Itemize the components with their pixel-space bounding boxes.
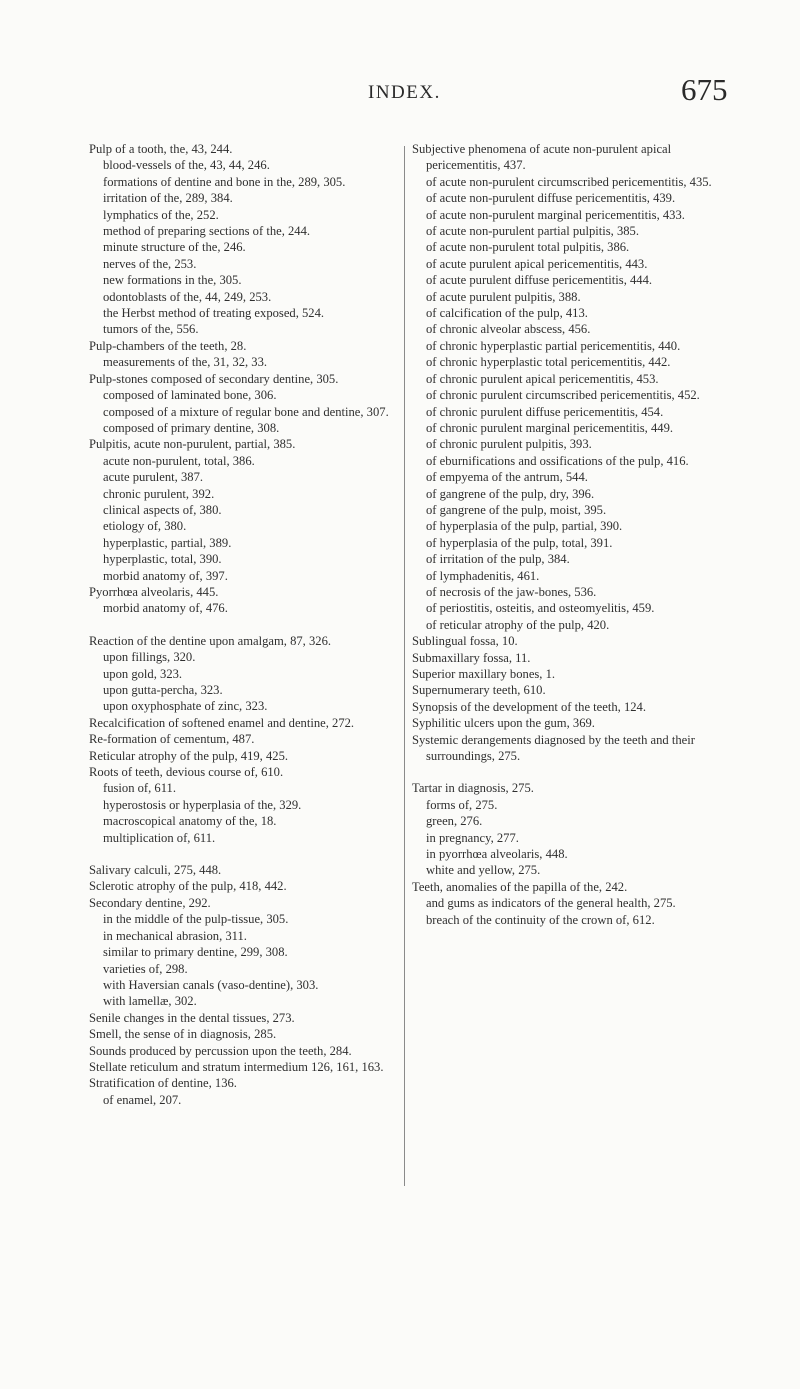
index-entry: Supernumerary teeth, 610. [412,683,546,698]
index-subentry: formations of dentine and bone in the, 289, 305. [103,174,346,189]
index-entry: Smell, the sense of in diagnosis, 285. [89,1027,277,1042]
index-entry: Reticular atrophy of the pulp, 419, 425. [89,748,289,763]
index-entry: Recalcification of softened enamel and dentine, 272. [89,715,355,730]
index-subentry: and gums as indicators of the general health, 275. [426,896,676,911]
index-subentry: of enamel, 207. [103,1092,182,1107]
index-entry: Pulp-chambers of the teeth, 28. [89,338,247,353]
index-subentry: in the middle of the pulp-tissue, 305. [103,912,289,927]
index-subentry: in mechanical abrasion, 311. [103,928,247,943]
index-entry: Pyorrhœa alveolaris, 445. [89,584,219,599]
index-subentry: blood-vessels of the, 43, 44, 246. [103,158,270,173]
running-head: INDEX. [368,82,441,103]
index-subentry: of chronic purulent diffuse pericementitis, 454. [426,404,664,419]
index-entry: Pulpitis, acute non-purulent, partial, 385. [89,437,296,452]
index-entry: Systemic derangements diagnosed by the teeth and their surroundings, 275. [412,732,695,764]
index-subentry: multiplication of, 611. [103,830,216,845]
index-subentry: of gangrene of the pulp, moist, 395. [426,502,607,517]
index-subentry: of lymphadenitis, 461. [426,568,540,583]
index-entry: Pulp of a tooth, the, 43, 244. [89,142,233,156]
index-subentry: upon gold, 323. [103,666,183,681]
index-subentry: upon gutta-percha, 323. [103,683,223,697]
index-subentry: measurements of the, 31, 32, 33. [103,355,268,370]
index-subentry: of hyperplasia of the pulp, partial, 390. [426,519,623,534]
index-entry: Salivary calculi, 275, 448. [89,863,222,878]
index-subentry: of calcification of the pulp, 413. [426,306,588,321]
index-subentry: in pyorrhœa alveolaris, 448. [426,847,568,862]
index-entry: Senile changes in the dental tissues, 273. [89,1010,295,1025]
index-subentry: breach of the continuity of the crown of, 612. [426,912,655,927]
index-subentry: upon oxyphosphate of zinc, 323. [103,699,268,714]
page-number: 675 [681,72,728,107]
index-subentry: of chronic purulent pulpitis, 393. [426,437,592,452]
index-subentry: acute purulent, 387. [103,470,204,485]
index-subentry: upon fillings, 320. [103,650,196,665]
index-subentry: fusion of, 611. [103,781,176,796]
index-entry: Synopsis of the development of the teeth, 124. [412,699,646,714]
index-entry: Teeth, anomalies of the papilla of the, 242. [412,879,628,894]
index-subentry: of eburnifications and ossifications of the pulp, 416. [426,453,689,468]
index-subentry: of gangrene of the pulp, dry, 396. [426,486,595,501]
index-subentry: macroscopical anatomy of the, 18. [103,814,277,829]
index-subentry: of acute non-purulent diffuse pericementitis, 439. [426,191,676,206]
index-subentry: of chronic purulent marginal pericementitis, 449. [426,420,674,435]
index-subentry: white and yellow, 275. [426,863,541,878]
column-divider [404,146,405,1186]
index-subentry: hyperplastic, partial, 389. [103,535,232,550]
index-subentry: composed of a mixture of regular bone and dentine, 307. [103,404,389,419]
index-entry: Re-formation of cementum, 487. [89,732,255,747]
index-entry: Roots of teeth, devious course of, 610. [89,765,284,780]
index-subentry: of chronic purulent circumscribed pericementitis, 452. [426,388,700,403]
index-subentry: of empyema of the antrum, 544. [426,470,588,485]
index-subentry: of acute non-purulent partial pulpitis, 385. [426,224,639,239]
index-entry: Stellate reticulum and stratum intermedium 126, 161, 163. [89,1059,384,1074]
index-entry: Secondary dentine, 292. [89,895,211,910]
index-subentry: of irritation of the pulp, 384. [426,552,570,567]
index-subentry: of acute non-purulent circumscribed pericementitis, 435. [426,174,712,189]
index-entry: Syphilitic ulcers upon the gum, 369. [412,716,595,731]
index-subentry: with lamellæ, 302. [103,994,197,1009]
index-subentry: acute non-purulent, total, 386. [103,453,255,468]
index-subentry: green, 276. [426,814,483,829]
index-subentry: irritation of the, 289, 384. [103,191,233,206]
index-subentry: morbid anatomy of, 476. [103,601,228,616]
index-subentry: of necrosis of the jaw-bones, 536. [426,584,597,599]
index-entry: Superior maxillary bones, 1. [412,667,556,681]
index-subentry: with Haversian canals (vaso-dentine), 303. [103,977,319,992]
index-subentry: morbid anatomy of, 397. [103,568,228,583]
index-entry: Sounds produced by percussion upon the teeth, 284. [89,1043,352,1058]
page-header [0,72,800,112]
index-subentry: of hyperplasia of the pulp, total, 391. [426,535,613,550]
index-subentry: method of preparing sections of the, 244. [103,224,311,239]
index-subentry: of chronic hyperplastic total pericementitis, 442. [426,355,671,370]
index-subentry: tumors of the, 556. [103,322,199,337]
index-subentry: odontoblasts of the, 44, 249, 253. [103,289,272,304]
index-subentry: of chronic purulent apical pericementitis, 453. [426,371,659,386]
index-subentry: of reticular atrophy of the pulp, 420. [426,617,610,632]
index-subentry: in pregnancy, 277. [426,830,519,845]
index-entry: Submaxillary fossa, 11. [412,650,531,665]
index-subentry: clinical aspects of, 380. [103,502,222,517]
index-entry: Sublingual fossa, 10. [412,634,518,649]
index-subentry: the Herbst method of treating exposed, 524. [103,306,325,321]
index-entry: Sclerotic atrophy of the pulp, 418, 442. [89,879,287,894]
index-subentry: composed of laminated bone, 306. [103,388,277,403]
index-subentry: of acute purulent pulpitis, 388. [426,289,581,304]
index-entry: Tartar in diagnosis, 275. [412,781,534,796]
index-subentry: of acute purulent apical pericementitis, 443. [426,256,648,271]
index-subentry: of periostitis, osteitis, and osteomyelitis, 459. [426,601,655,616]
index-subentry: of acute non-purulent total pulpitis, 386. [426,240,630,255]
index-subentry: varieties of, 298. [103,961,188,976]
index-subentry: of chronic hyperplastic partial pericementitis, 440. [426,338,681,353]
index-entry: Reaction of the dentine upon amalgam, 87, 326. [89,633,332,648]
index-subentry: forms of, 275. [426,797,498,812]
index-subentry: etiology of, 380. [103,519,187,534]
index-column-right [412,141,714,928]
index-subentry: lymphatics of the, 252. [103,207,219,222]
index-subentry: hyperplastic, total, 390. [103,552,222,567]
index-subentry: of acute purulent diffuse pericementitis, 444. [426,273,653,288]
index-entry: Stratification of dentine, 136. [89,1076,237,1091]
index-subentry: chronic purulent, 392. [103,486,215,501]
index-entry: Pulp-stones composed of secondary dentine, 305. [89,371,339,386]
index-subentry: of acute non-purulent marginal pericementitis, 433. [426,207,685,222]
index-subentry: minute structure of the, 246. [103,240,246,255]
index-subentry: hyperostosis or hyperplasia of the, 329. [103,797,302,812]
index-subentry: nerves of the, 253. [103,256,197,271]
index-subentry: composed of primary dentine, 308. [103,420,280,435]
index-entry: Subjective phenomena of acute non-purulent apical pericementitis, 437. [412,142,672,173]
index-column-left [89,141,399,1108]
index-subentry: new formations in the, 305. [103,273,242,288]
index-subentry: of chronic alveolar abscess, 456. [426,322,591,337]
index-subentry: similar to primary dentine, 299, 308. [103,945,288,960]
